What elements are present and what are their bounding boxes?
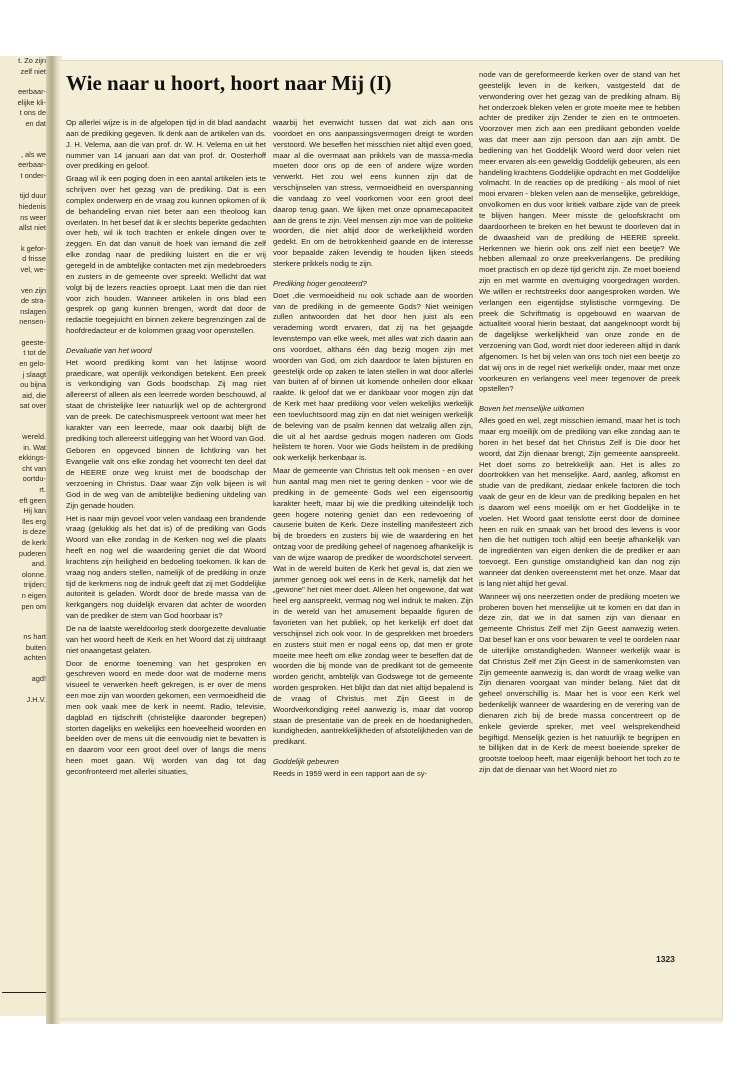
facing-page-line: n eigen <box>21 590 46 600</box>
paragraph: Door de enorme toeneming van het gesproken en geschreven woord en mede door wat de moderne mens visueel te verwerken heeft gekregen, is er over de mens een moe zijn van woorden gekomen, een vermoeidheid die men ook vaak mee de kerk in neemt. Radio, televisie, dagblad en tijdschrift (christelijke daaronder begrepen) storten dagelijks en wekelijks een hoeveelheid woorden en beelden over de mens uit die eenvoudig niet te bevatten is en daarom voor een groot deel over of langs die mens heen moet gaan. Wij worden van dag tot dag geconfronteerd met allerlei situaties, <box>66 658 266 776</box>
paragraph: Geboren en opgevoed binnen de lichtkring van het Evangelie valt ons elke zondag het voorrecht ten deel dat de HEERE onze weg kruist met de boodschap der verzoening in Christus. Daar waar Zijn volk bijeen is wil God in de weg van de ambtelijke bediening uitdeling van Zijn genade houden. <box>66 446 266 510</box>
facing-page-line: elijke kli- <box>17 97 46 107</box>
facing-page-line: zelf niet <box>20 66 46 76</box>
facing-page-line: allst niet <box>18 223 46 233</box>
facing-page-line: trijden; <box>23 580 46 590</box>
paragraph: Het is naar mijn gevoel voor velen vandaag een brandende vraag (gelukkig als het dat is) of de prediking van Gods Woord van elke zondag in de Kerken nog wel die plaats heeft en nog wel die waardering geniet die dat Woord krachtens zijn heiligheid en bedoeling toekomen. Ik kan de vraag nog anders stellen, namelijk of de prediking in onze tijd de kerkmens nog de indruk geeft dat zij met Goddelijke autoriteit is geladen. Wordt door de brede massa van de kerkgangers nog duidelijk ervaren dat achter de woorden van de prediker de stem van God hoorbaar is? <box>66 513 266 621</box>
facing-page-line: lles erg <box>22 516 46 526</box>
facing-page-line: pen om <box>21 601 46 611</box>
facing-page-line: vel, we- <box>20 264 46 274</box>
paragraph: Doet ,die vermoeidheid nu ook schade aan de woorden van de prediking in de gemeente Gods? Niet weinigen zullen antwoorden dat het door hen juist als een verademing wordt ervaren, dat zij na het gejaagde levenstempo van elke week, met alles wat zich daarin aan ons voordoet, althans één dag bezig mogen zijn met woorden van God, om zich daardoor te laten bijsturen en geestelijk orde op zaken te laten stellen in wat door allerlei van buiten af of binnen uit komende onheilen door elkaar raakte. Ik geloof dat we er dankbaar voor mogen zijn dat de Kerk met haar prediking voor velen wekelijks werkelijk een toevluchtsoord mag zijn en dat niet weinigen werkelijk de beleving van de psalm kennen dat welzalig allen zijn, die uit al het aardse gedruis mogen naderen om Gods heilstem te horen. Voor wie Gods heilstem in de prediking ook werkelijk herkenbaar is. <box>273 290 473 463</box>
facing-page-line <box>0 181 50 191</box>
section-heading: Prediking hoger genoteerd? <box>273 278 367 288</box>
facing-page-line: en dat <box>25 118 46 128</box>
facing-page-line: ou bijna <box>20 380 46 390</box>
paragraph: Het woord prediking komt van het latijnse woord praedicare, wat openlijk verkondigen betekent. Een preek is verkondiging van Gods boodschap. Zij mag niet allereerst of alleen als een leerrede worden beschouwd, al staat de christelijke leer natuurlijk wel op de achtergrond van de preek. De catechismuspreek vertoont wat meer het karakter van een leerrede, maar ook daarbij blijft de prediking toch allereerst uitlegging van het Woord van God. <box>66 357 266 443</box>
article-title: Wie naar u hoort, hoort naar Mij (I) <box>66 71 392 95</box>
facing-page-line: tijd duur <box>19 191 46 201</box>
facing-page-line <box>0 276 50 286</box>
facing-page-line: nensen- <box>19 317 46 327</box>
section-heading: Boven het menselijke uitkomen <box>479 404 585 414</box>
facing-page-rule <box>2 992 46 993</box>
text-column-1 <box>66 118 266 780</box>
facing-page-line: rt. <box>39 485 46 494</box>
section-heading: Devaluatie van het woord <box>66 345 152 355</box>
paragraph: Alles goed en wel, zegt misschien iemand, maar het is toch maar erg moeilijk om de prediking van elke zondag aan te horen in het besef dat het Christus Zelf is Die door het woord, dat Zijn dienaar brengt, Zijn gemeente aanspreekt. Het doet soms zo betrekkelijk aan. Het is alles zo doortrokken van het menselijke. Aard, aanleg, afkomst en studie van de predikant, ziedaar enkele factoren die toch vaak de geur en de kleur van de prediking bepalen en het is daarom wel eens moeilijk om er het Goddelijke in te voelen. Het Woord gaat tenslotte eerst door de dominee heen en ruik en smaak van het brood des levens is voor hen die het nuttigen toch altijd een beetje afhankelijk van de ingrediënten van eigen denken die de prediker er aan toevoegt. Een gunstige omstandigheid kan dan nog zijn wanneer dat denken overeenstemt met het onze. Maar dat is lang niet altijd het geval. <box>479 416 680 588</box>
facing-page-line: j slaagt <box>22 369 46 379</box>
facing-page-line: olonne. <box>21 569 46 579</box>
facing-page-line <box>0 130 50 140</box>
facing-page-line: de kerk <box>21 537 46 547</box>
facing-page-line: eerbaar- <box>18 87 46 97</box>
facing-page-line: buiten <box>25 642 46 652</box>
paragraph: node van de gereformeerde kerken over de stand van het geestelijk leven in de kerken, vastgesteld dat de verwondering over het gezag van de prediking afnam. Bij het onderzoek bleken velen er grote moeite mee te hebben achter de prediker zijn Zender te zien en te ontmoeten. Voorzover men zich aan een predikant gebonden voelde was dat meer aan zijn persoon dan aan zijn ambt. De bediening van het Goddelijk Woord werd door velen niet meer ervaren als een geweldig Goddelijk gebeuren, als een handeling krachtens Goddelijke opdracht en met Goddelijke volmacht. In de reacties op de prediking - als mool of niet mooi ervaren - bleken velen aan de menselijke, gebrekkige, onvolkomen en dus voor kritiek vatbare zijde van de preek te blijven hangen. Meer misste de geloofskracht om daardoorheen te breken en het bewust te doorleven dat in de dwaasheid van de prediking de HEERE spreekt. Herkennen we hierin ook ons zelf niet een beetje? We hebben allemaal zo onze preekverlangens. De prediking moet practisch en op deze tijd gericht zijn. Ze moet boeiend zijn en met warmte en overtuiging voorgedragen worden. We willen er rechtstreeks door aangesproken worden. We verlangen een eigentijdse stylistische vormgeving. De preek die Schriftmatig is opgebouwd en waarvan de actualiteit vooral hierin bestaat, dat aangeknoopt wordt bij de dagelijkse werkelijkheid van onze zonde en de verzoening van God, wordt niet door iedereen altijd in dank afgenomen. Is het bij velen van ons toch niet een beetje zo dat wij ons in de regel niet werkelijk onder, maar met onze voorkeuren en verlangens veel meer tegenover de preek opstellen? <box>479 70 680 394</box>
facing-page-line: puderen <box>18 548 46 558</box>
facing-page-line: cht van <box>22 463 46 473</box>
facing-page-line: is deze <box>22 527 46 537</box>
facing-page-line <box>0 140 50 150</box>
facing-page-line: achten <box>23 653 46 663</box>
facing-page-line: Hij kan <box>23 506 46 516</box>
facing-page-line: wereld. <box>22 432 46 442</box>
page-bottom-edge <box>60 1018 722 1024</box>
paragraph: Op allerlei wijze is in de afgelopen tijd in dit blad aandacht aan de prediking gegeven. Ik denk aan de artikelen van ds. J. H. Velema, aan die van prof. dr. W. H. Velema en uit het nummer van 14 januari aan dat van prof. dr. Oosterhoff over prediking en geloof. <box>66 118 266 171</box>
text-column-3 <box>479 70 680 778</box>
paragraph: Graag wil ik een poging doen in een aantal artikelen iets te schrijven over het gezag van de prediking. Dat is een complex onderwerp en de vraag zou kunnen opkomen of ik de behandeling ervan niet beter aan een theoloog kan overlaten. In het besef dat ik er slechts beperkte gedachten over heb, wil ik toch trachten er enkele dingen over te zeggen. En dat dan vanuit de hoek van iemand die zelf elke zondag naar de prediking luistert en die er vrij geregeld in de ambtelijke contacten met zijn medebroeders en zusters in de gemeente over spreekt. Wellicht dat wat volgt bij de lezers reacties oproept. Laat men die dan niet voor zich houden. Wanneer artikelen in ons blad een gesprek op gang kunnen brengen, wordt dat door de redactie toegejuicht en binnen zekere begrenzingen zal de hoofdredacteur er de kolommen graag voor openstellen. <box>66 174 266 336</box>
section-heading: Goddelijk gebeuren <box>273 757 339 767</box>
facing-page-line: ns weer <box>20 212 46 222</box>
facing-page-line <box>0 612 50 622</box>
text-column-2 <box>273 118 473 782</box>
facing-page-line: and. <box>31 559 46 569</box>
paragraph: De na de laatste wereldoorlog sterk doorgezette devaluatie van het woord heeft de Kerk en het Woord dat zij uitdraagt niet onaangetast gelaten. <box>66 623 266 655</box>
facing-page-edge <box>0 56 50 1016</box>
facing-page-line: geeste- <box>21 337 46 347</box>
facing-page-line: aid, die <box>22 390 46 400</box>
facing-page-line: ekkings- <box>18 453 46 463</box>
facing-page-line <box>0 685 50 695</box>
facing-page-line: nslagen <box>20 306 46 316</box>
facing-page-line: k gefor- <box>20 243 46 253</box>
paragraph: waarbij het evenwicht tussen dat wat zich aan ons voordoet en ons aanpassingsvermogen dreigt te worden verstoord. We beseffen het misschien niet altijd even goed, maar al die overmaat aan prikkels van de massa-media moeten door ons op de een of andere wijze worden verwerkt. Het zou wel eens kunnen zijn dat de verschijnselen van stress, vermoeidheid en overspanning die vandaag zo veel voorkomen voor een groot deel daarop terug gaan. We lijken met onze opnamecapaciteit aan de grens te zijn. Veel mensen zijn moe van de politieke woorden, die niet altijd door de werkelijkheid worden gedekt. En om de betrokkenheid gaande en de interesse voor bepaalde zaken levendig te houden lijken steeds sterkere prikkels nodig te zijn. <box>273 118 473 268</box>
facing-page-line: t. Zo zijn <box>18 56 46 65</box>
facing-page-line <box>0 664 50 674</box>
facing-page-line: en gelo- <box>19 359 46 369</box>
facing-page-line: in. Wat <box>23 442 46 452</box>
facing-page-line: , als we <box>20 149 46 159</box>
facing-page-line: agd! <box>31 673 46 683</box>
facing-page-line <box>0 622 50 632</box>
facing-page-line: hiedenis <box>18 201 46 211</box>
facing-page-line: de stra- <box>20 296 46 306</box>
facing-page-line <box>0 412 50 422</box>
facing-page-line: eerbaar- <box>18 160 46 170</box>
paragraph: Wanneer wij ons neerzetten onder de prediking moeten we proberen boven het menselijke uit te komen en dat dan in deze zin, dat we in dat samen zijn van dienaar en gemeente Christus Zelf met Zijn Geest aanwezig weten. Dat besef kan er ons voor bewaren te veel te oordelen naar de uiterlijke omstandigheden. Wanneer werkelijk waar is dat Christus Zelf met Zijn Geest in de samenkomsten van Zijn gemeente aanwezig is, dan wordt de vraag welke van Zijn dienaren voorgaat van minder belang. Niet dat dit geheel onverschillig is. Maar het is voor een Kerk wel bedenkelijk wanneer de waardering en de verering van de dienaren zich bij de brede massa concentreert op de enkele gevierde spreker, met veel welsprekendheid begiftigd. Menselijk gezien is het natuurlijk te begrijpen en te billijken dat in de Kerk de meest boeiende spreker de grootste toeloop heeft, maar eigenlijk behoort het toch zo te zijn dat de dienaar van het Woord niet zo <box>479 591 680 775</box>
facing-page-line <box>0 422 50 432</box>
facing-page-line <box>0 328 50 338</box>
facing-page-line: d frisse <box>22 254 46 264</box>
facing-page-line <box>0 77 50 87</box>
facing-page-line: t ons de <box>19 108 46 118</box>
facing-page-line: ven zijn <box>20 285 46 295</box>
facing-page-line <box>0 234 50 244</box>
facing-page-line: oortdu- <box>22 474 46 484</box>
facing-page-line: eft geen <box>19 495 46 505</box>
facing-page-line: ns hart <box>23 632 46 642</box>
facing-page-line: sat over <box>19 401 46 411</box>
facing-page-line: t tot de <box>23 348 46 358</box>
page-number: 1323 <box>656 954 675 964</box>
facing-page-line: t onder- <box>20 170 46 180</box>
paragraph: Reeds in 1959 werd in een rapport aan de sy- <box>273 768 428 778</box>
facing-page-line: J.H.V. <box>26 694 46 704</box>
paragraph: Maar de gemeente van Christus telt ook mensen - en over hun aantal mag men niet te gering denken - voor wie de prediking in de gemeente Gods wel een eigensoortig karakter heeft, maar bij wie die prediking uiteindelijk toch geen hogere notering geniet dan een redevoering of causerie buiten de Kerk. Deze instelling manifesteert zich bij de broeders en zusters bij wie de waardering en het ontzag voor de prediking geheel of nagenoeg afhankelijk is van de wijze waarop de prediker de woordschotel serveert. Wat in de wereld buiten de Kerk het geval is, dat zien we jammer genoeg ook wel eens in de Kerk, namelijk dat het „gewone" het niet meer doet. Alleen het ongewone, dat wat heel erg aanspreekt, vermag nog wel indruk te maken. Zijn in de wereld van het amusement bepaalde figuren de favorieten van het publiek, op het kerkelijk erf doet dat verschijnsel zich ook voor. In de gesprekken met broeders en zusters stuit men er nogal eens op, dat men er grote moeite mee heeft om elke zondag weer te beseffen dat de woorden die bij monde van de predikant tot de gemeente worden gericht, ambtelijk van Godswege tot de gemeente worden gesproken. Het blijkt dan dat niet altijd bepalend is de vraag of Christus met Zijn Geest in de Woordverkondiging reëel aanwezig is, maar dat voorop staan de presentatie van de preek en de hoedanigheden, kundigheden, aantrekkelijkheden of afstotelijkheden van de predikant. <box>273 466 473 747</box>
